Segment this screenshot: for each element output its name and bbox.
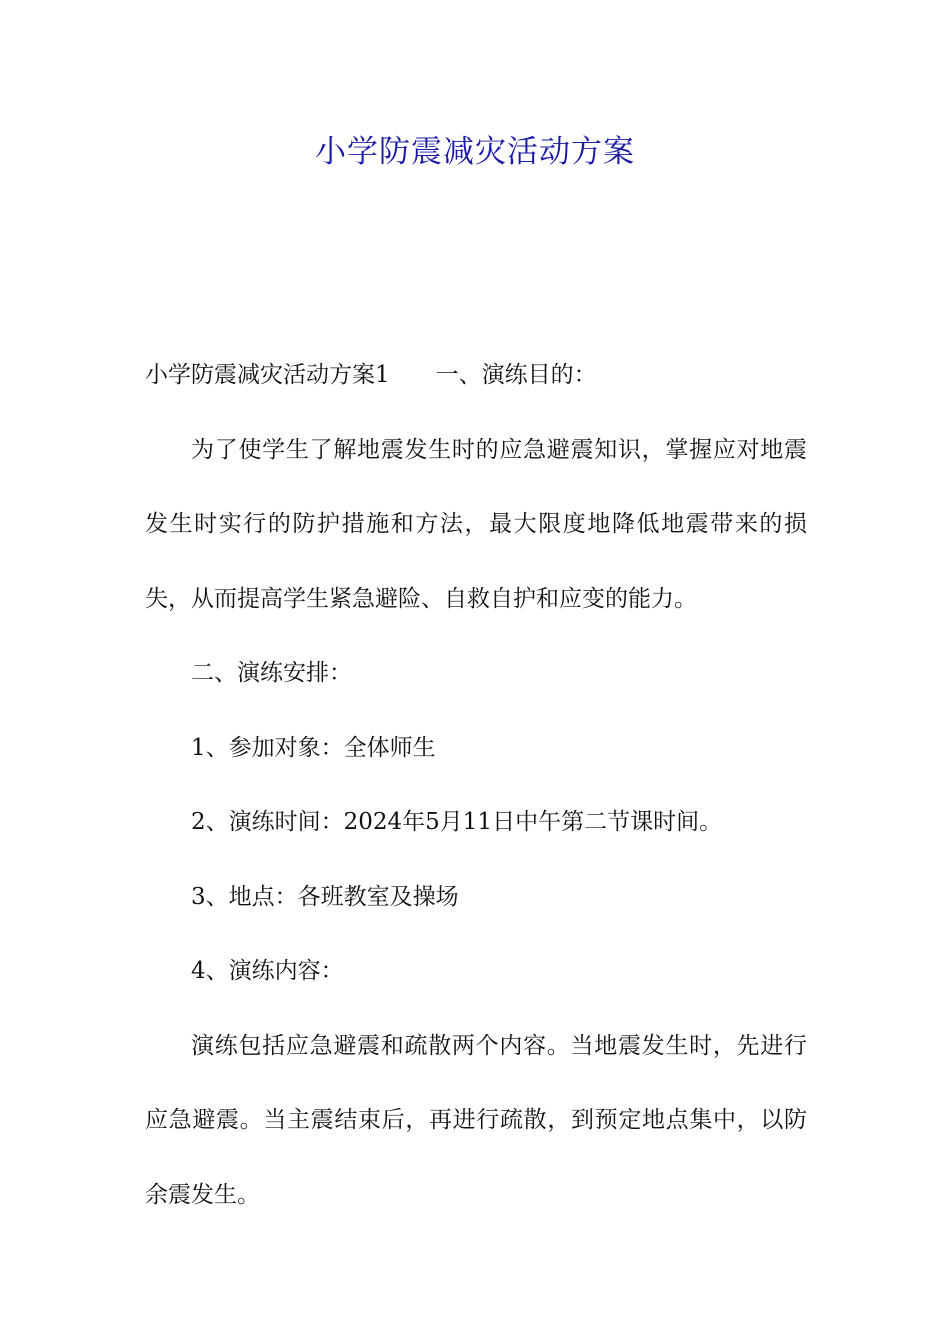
location-item: 3、地点：各班教室及操场 bbox=[191, 883, 459, 910]
intro-line bbox=[145, 338, 807, 413]
content-paragraph: 演练包括应急避震和疏散两个内容。当地震发生时，先进行应急避震。当主震结束后，再进行疏散，到预定地点集中，以防余震发生。 bbox=[145, 1032, 807, 1208]
arrangement-heading: 二、演练安排： bbox=[191, 660, 352, 686]
plan-heading: 小学防震减灾活动方案1 bbox=[145, 362, 390, 388]
content-heading: 4、演练内容： bbox=[191, 958, 344, 984]
time-item: 2、演练时间：2024年5月11日中午第二节课时间。 bbox=[191, 809, 723, 835]
document-body bbox=[145, 338, 807, 1232]
participants-item: 1、参加对象：全体师生 bbox=[191, 734, 436, 761]
document-title: 小学防震减灾活动方案 bbox=[315, 134, 635, 170]
purpose-paragraph: 为了使学生了解地震发生时的应急避震知识，掌握应对地震发生时实行的防护措施和方法，最大限度地降低地震带来的损失，从而提高学生紧急避险、自救自护和应变的能力。 bbox=[145, 436, 807, 612]
purpose-heading: 一、演练目的： bbox=[435, 362, 597, 388]
